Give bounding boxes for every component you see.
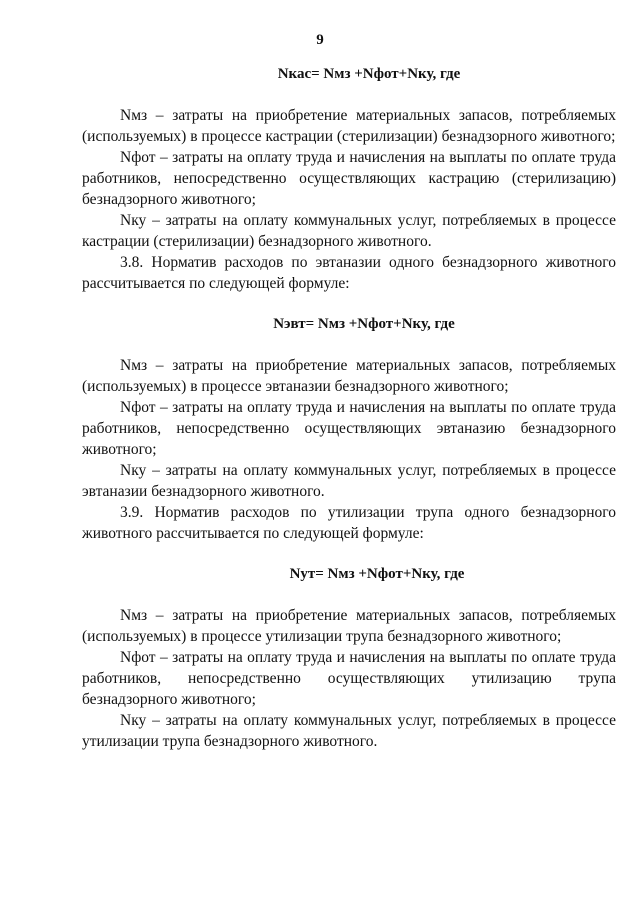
definition-nmz: Nмз – затраты на приобретение материальных запасов, потребляемых (используемых) в процессе кастрации (стерилизации) безнадзорного животного; xyxy=(82,107,616,145)
page-number: 9 xyxy=(316,32,324,48)
formula-euthanasia: Nэвт= Nмз +Nфот+Nку, где xyxy=(273,316,455,332)
document-body xyxy=(82,64,616,752)
clause-3-9: 3.9. Норматив расходов по утилизации трупа одного безнадзорного животного рассчитывается по следующей формуле: xyxy=(82,504,616,542)
definition-nfot: Nфот – затраты на оплату труда и начисления на выплаты по оплате труда работников, непосредственно осуществляющих утилизацию трупа безнадзорного животного; xyxy=(82,649,616,708)
definition-nku: Nку – затраты на оплату коммунальных услуг, потребляемых в процессе утилизации трупа безнадзорного животного. xyxy=(82,712,616,750)
clause-3-8: 3.8. Норматив расходов по эвтаназии одного безнадзорного животного рассчитывается по следующей формуле: xyxy=(82,254,616,292)
definition-nmz: Nмз – затраты на приобретение материальных запасов, потребляемых (используемых) в процессе утилизации трупа безнадзорного животного; xyxy=(82,607,616,645)
definition-nku: Nку – затраты на оплату коммунальных услуг, потребляемых в процессе кастрации (стерилизации) безнадзорного животного. xyxy=(82,212,616,250)
formula-disposal: Nут= Nмз +Nфот+Nку, где xyxy=(289,566,465,582)
definition-nfot: Nфот – затраты на оплату труда и начисления на выплаты по оплате труда работников, непосредственно осуществляющих кастрацию (стерилизацию) безнадзорного животного; xyxy=(82,149,616,208)
formula-castration: Nкас= Nмз +Nфот+Nку, где xyxy=(277,66,461,82)
definition-nmz: Nмз – затраты на приобретение материальных запасов, потребляемых (используемых) в процессе эвтаназии безнадзорного животного; xyxy=(82,357,616,395)
definition-nku: Nку – затраты на оплату коммунальных услуг, потребляемых в процессе эвтаназии безнадзорного животного. xyxy=(82,462,616,500)
definition-nfot: Nфот – затраты на оплату труда и начисления на выплаты по оплате труда работников, непосредственно осуществляющих эвтаназию безнадзорного животного; xyxy=(82,399,616,458)
